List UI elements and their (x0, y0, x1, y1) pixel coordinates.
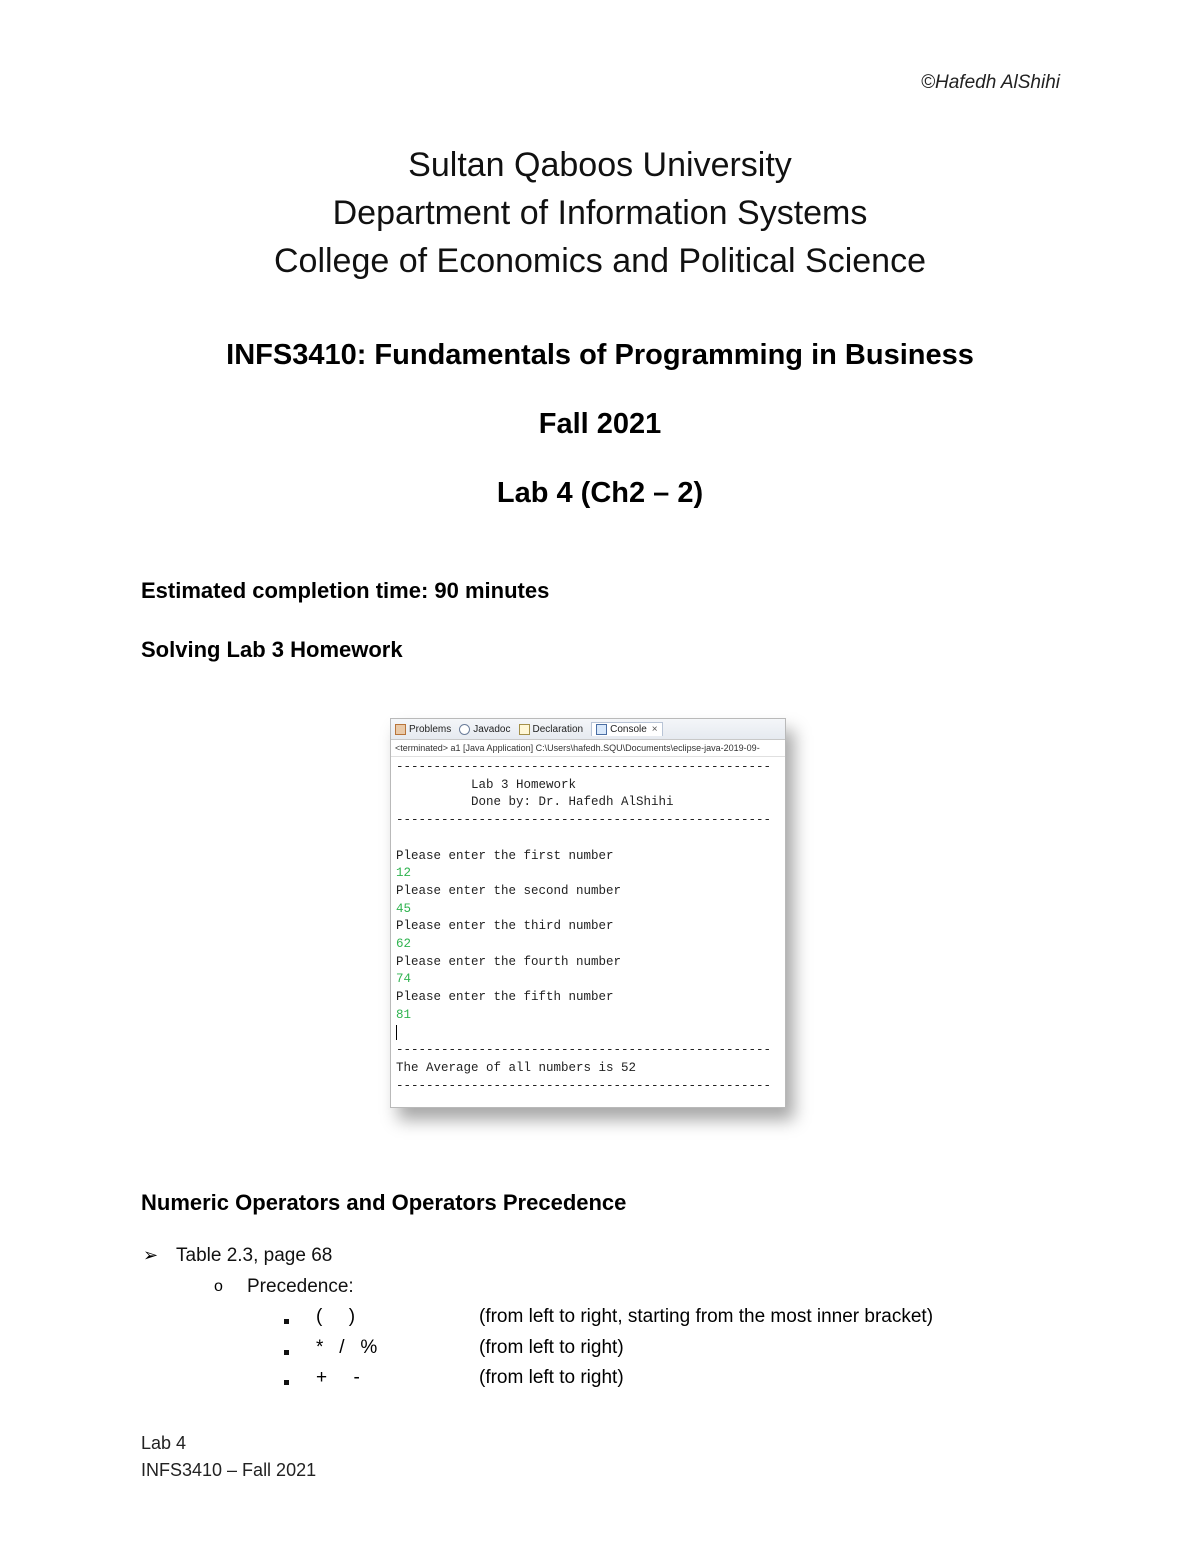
javadoc-icon (459, 724, 470, 735)
console-input-line: 62 (396, 937, 412, 952)
tab-label: Problems (409, 723, 452, 735)
lab-title: Lab 4 (Ch2 – 2) (496, 477, 704, 509)
console-output-line: -------------------------------------------------- (396, 1078, 772, 1093)
console-output-line: Done by: Dr. Hafedh AlShihi (396, 795, 674, 810)
tab-label: Console (610, 724, 647, 735)
text-cursor (396, 1025, 397, 1040)
footer-lab: Lab 4 (141, 1433, 187, 1453)
console-input-line: 74 (396, 972, 412, 987)
declaration-icon (519, 724, 530, 735)
problems-icon (395, 724, 406, 735)
list-item-table: Table 2.3, page 68 (176, 1245, 333, 1266)
console-output-line: Please enter the fourth number (396, 954, 622, 969)
console-output-line (396, 1025, 785, 1043)
console-output-line: Please enter the third number (396, 919, 614, 934)
tab-declaration[interactable] (519, 724, 584, 735)
list-item-precedence: Precedence: (247, 1276, 354, 1297)
console-screenshot (390, 718, 786, 1108)
operator-multiplicative: * / % (316, 1337, 378, 1358)
square-bullet-icon (284, 1350, 289, 1355)
university-name: Sultan Qaboos University (408, 146, 792, 184)
term-title: Fall 2021 (538, 408, 662, 440)
course-title: INFS3410: Fundamentals of Programming in Business (226, 339, 974, 371)
operator-multiplicative-desc: (from left to right) (479, 1337, 624, 1358)
tab-javadoc[interactable] (459, 724, 510, 735)
operator-parentheses-desc: (from left to right, starting from the most inner bracket) (479, 1306, 934, 1327)
operator-additive-desc: (from left to right) (479, 1367, 624, 1388)
college-name: College of Economics and Political Science (273, 242, 926, 280)
console-tabbar (391, 719, 785, 740)
tab-label: Javadoc (473, 723, 511, 735)
square-bullet-icon (284, 1319, 289, 1324)
console-output-line: Lab 3 Homework (396, 777, 577, 792)
department-name: Department of Information Systems (332, 194, 868, 232)
console-input-line: 81 (396, 1007, 412, 1022)
console-output-line: -------------------------------------------------- (396, 1043, 772, 1058)
close-icon[interactable]: × (651, 724, 658, 735)
console-input-line: 12 (396, 866, 412, 881)
tab-console[interactable] (591, 722, 663, 736)
console-path: <terminated> a1 [Java Application] C:\Users\hafedh.SQU\Documents\eclipse-java-2019-09- (391, 740, 785, 757)
solving-heading: Solving Lab 3 Homework (141, 637, 403, 662)
console-output-line: Please enter the first number (396, 848, 614, 863)
console-output-line: -------------------------------------------------- (396, 813, 772, 828)
console-input-line: 45 (396, 901, 412, 916)
tab-problems[interactable] (395, 724, 451, 735)
footer-course: INFS3410 – Fall 2021 (141, 1460, 317, 1480)
copyright-notice: ©Hafedh AlShihi (921, 72, 1060, 93)
console-output-line: The Average of all numbers is 52 (396, 1060, 637, 1075)
operator-parentheses: ( ) (316, 1306, 356, 1327)
square-bullet-icon (284, 1380, 289, 1385)
console-output-line: Please enter the second number (396, 883, 622, 898)
operator-additive: + - (316, 1367, 360, 1388)
tab-label: Declaration (532, 723, 584, 735)
numeric-heading: Numeric Operators and Operators Precedence (141, 1190, 627, 1215)
console-output-line: Please enter the fifth number (396, 990, 614, 1005)
arrow-bullet-icon: ➢ (143, 1245, 159, 1265)
estimated-time: Estimated completion time: 90 minutes (141, 578, 550, 603)
console-output-line: -------------------------------------------------- (396, 760, 772, 774)
console-output (391, 757, 785, 1095)
circle-bullet-icon: o (214, 1278, 223, 1295)
console-output-line (396, 830, 785, 848)
console-icon (596, 724, 607, 735)
